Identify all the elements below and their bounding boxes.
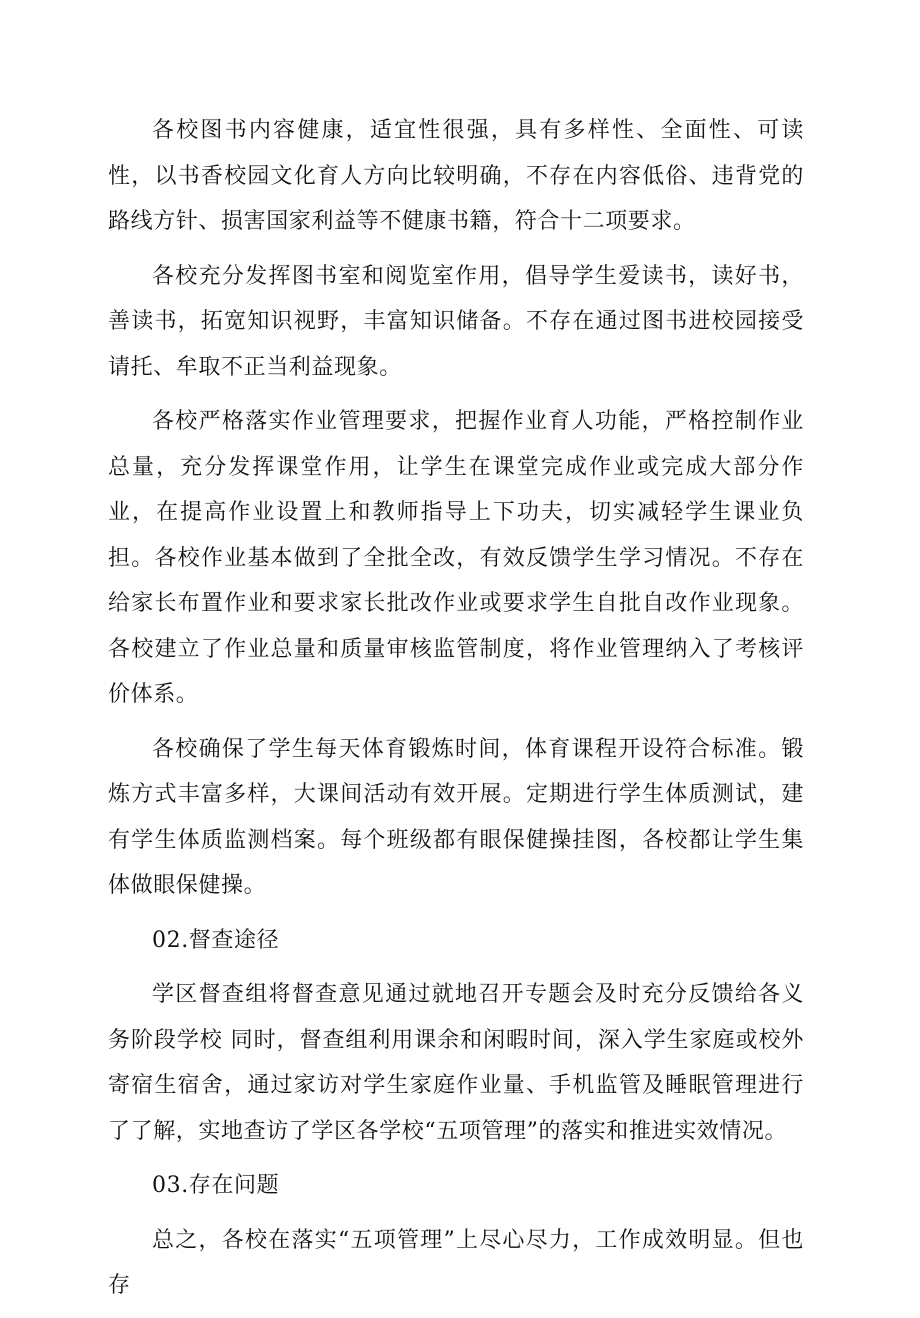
paragraph-books-content: 各校图书内容健康，适宜性很强，具有多样性、全面性、可读性，以书香校园文化育人方向比较明确，不存在内容低俗、违背党的路线方针、损害国家利益等不健康书籍，符合十二项要求。 xyxy=(108,118,804,234)
section-heading-inspection-approach: 02.督查途径 xyxy=(152,927,280,953)
paragraph-reading-rooms: 各校充分发挥图书室和阅览室作用，倡导学生爱读书，读好书，善读书，拓宽知识视野，丰富知识储备。不存在通过图书进校园接受请托、牟取不正当利益现象。 xyxy=(108,263,804,380)
section-heading-existing-problems: 03.存在问题 xyxy=(152,1173,280,1198)
paragraph-inspection-approach: 学区督查组将督查意见通过就地召开专题会及时充分反馈给各义务阶段学校 同时，督查组利用课余和闲暇时间，深入学生家庭或校外寄宿生宿舍，通过家访对学生家庭作业量、手机监管及睡眠管理进行了了解，实地查访了学区各学校“五项管理”的落实和推进实效情况。 xyxy=(108,982,804,1144)
paragraph-existing-problems: 总之，各校在落实“五项管理”上尽心尽力，工作成效明显。但也存 xyxy=(108,1227,804,1298)
paragraph-homework-management: 各校严格落实作业管理要求，把握作业育人功能，严格控制作业总量，充分发挥课堂作用，让学生在课堂完成作业或完成大部分作业，在提高作业设置上和教师指导上下功夫，切实减轻学生课业负担。各校作业基本做到了全批全改，有效反馈学生学习情况。不存在给家长布置作业和要求家长批改作业或要求学生自批自改作业现象。各校建立了作业总量和质量审核监管制度，将作业管理纳入了考核评价体系。 xyxy=(108,409,804,707)
document-body xyxy=(108,108,804,1318)
paragraph-physical-exercise: 各校确保了学生每天体育锻炼时间，体育课程开设符合标准。锻炼方式丰富多样，大课间活动有效开展。定期进行学生体质测试，建有学生体质监测档案。每个班级都有眼保健操挂图，各校都让学生集体做眼保健操。 xyxy=(108,736,804,898)
